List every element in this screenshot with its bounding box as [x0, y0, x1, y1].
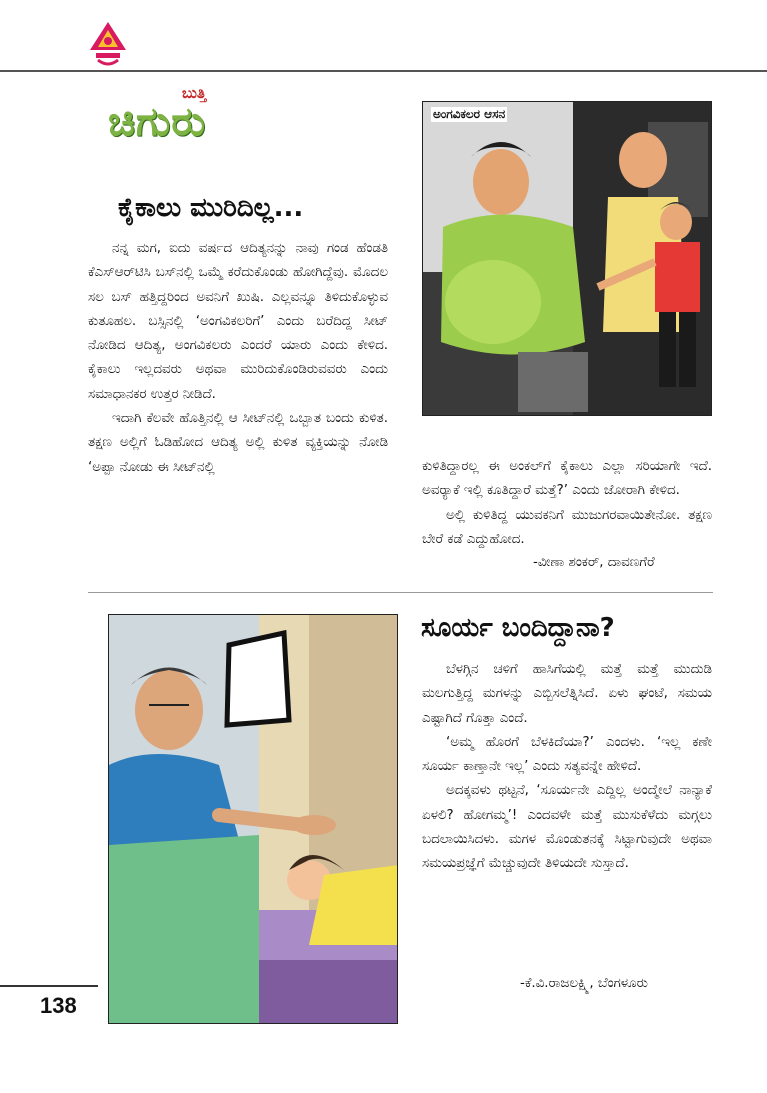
story1-paragraph: ಕುಳಿತಿದ್ದಾರಲ್ಲ ಈ ಅಂಕಲ್‌ಗೆ ಕೈಕಾಲು ಎಲ್ಲಾ ಸರಿಯಾಗೇ ಇದೆ. ಅವರ್‍ಯಾಕೆ ಇಲ್ಲಿ ಕೂತಿದ್ದಾರೆ ಮತ್ತೆ?’ ಎಂದು ಜೋರಾಗಿ ಕೇಳಿದ. [422, 459, 712, 499]
brand-main-title: ಚಿಗುರು [108, 98, 207, 145]
story1-paragraph: ನನ್ನ ಮಗ, ಐದು ವರ್ಷದ ಆದಿತ್ಯನನ್ನು ನಾವು ಗಂಡ ಹೆಂಡತಿ ಕೆಎಸ್‌ಆರ್‌ಟಿಸಿ ಬಸ್‌ನಲ್ಲಿ ಒಮ್ಮೆ ಕರೆದುಕೊಂಡು ಹೋಗಿದ್ದೆವು. ಮೊದಲ ಸಲ ಬಸ್ ಹತ್ತಿದ್ದರಿಂದ ಅವನಿಗೆ ಖುಷಿ. ಎಲ್ಲವನ್ನೂ ತಿಳಿದುಕೊಳ್ಳುವ ಕುತೂಹಲ. ಬಸ್ಸಿನಲ್ಲಿ ‘ಅಂಗವಿಕಲರಿಗೆ’ ಎಂದು ಬರೆದಿದ್ದ ಸೀಟ್ ನೋಡಿದ ಆದಿತ್ಯ, ಅಂಗವಿಕಲರು ಎಂದರೆ ಯಾರು ಎಂದು ಕೇಳಿದ. ಕೈಕಾಲು ಇಲ್ಲದವರು ಅಥವಾ ಮುರಿದುಕೊಂಡಿರುವವರು ಎಂದು ಸಮಾಧಾನಕರ ಉತ್ತರ ನೀಡಿದೆ. [88, 241, 388, 402]
column-brand [108, 84, 278, 150]
header-rule [0, 70, 767, 72]
story2-title: ಸೂರ್ಯ ಬಂದಿದ್ದಾನಾ? [421, 613, 615, 643]
story1-author: -ವೀಣಾ ಶಂಕರ್, ದಾವಣಗೆರೆ [533, 555, 655, 570]
story1-illustration [422, 101, 712, 416]
story2-paragraph: ‘ಅಮ್ಮ ಹೊರಗೆ ಬೆಳಕಿದೆಯಾ?’ ಎಂದಳು. ‘ಇಲ್ಲ ಕಣೇ ಸೂರ್ಯ ಕಾಣ್ತಾನೇ ಇಲ್ಲ’ ಎಂದು ಸತ್ಯವನ್ನೇ ಹೇಳಿದೆ. [422, 734, 712, 775]
bus-seat-illustration [423, 102, 712, 416]
page-number-rule [0, 985, 98, 987]
illustration-caption: ಅಂಗವಿಕಲರ ಆಸನ [433, 107, 506, 121]
lamp-triangle-logo-icon [88, 20, 128, 68]
story1-paragraph: ಅಲ್ಲಿ ಕುಳಿತಿದ್ದ ಯುವಕನಿಗೆ ಮುಜುಗರವಾಯಿತೇನೋ. ತಕ್ಷಣ ಬೇರೆ ಕಡೆ ಎದ್ದುಹೋದ. [422, 507, 712, 547]
brand-small-title: ಬುತ್ತಿ [182, 84, 207, 102]
story1-left-column [88, 237, 388, 480]
story2-paragraph: ಅದಕ್ಕವಳು ಥಟ್ಟನೆ, ‘ಸೂರ್ಯನೇ ಎದ್ದಿಲ್ಲ ಅಂದ್ಮೇಲೆ ನಾನ್ಯಾಕೆ ಏಳಲಿ? ಹೋಗಮ್ಮ’! ಎಂದವಳೇ ಮತ್ತೆ ಮುಸುಕೆಳೆದು ಮಗ್ಗಲು ಬದಲಾಯಿಸಿದಳು. ಮಗಳ ಮೊಂಡುತನಕ್ಕೆ ಸಿಟ್ಟಾಗುವುದೇ ಅಥವಾ ಸಮಯಪ್ರಜ್ಞೆಗೆ ಮೆಚ್ಚುವುದೇ ತಿಳಿಯದೇ ಸುಸ್ತಾದೆ. [422, 783, 712, 872]
story1-paragraph: ಇದಾಗಿ ಕೆಲವೇ ಹೊತ್ತಿನಲ್ಲಿ ಆ ಸೀಟ್‌ನಲ್ಲಿ ಒಬ್ಬಾತ ಬಂದು ಕುಳಿತ. ತಕ್ಷಣ ಅಲ್ಲಿಗೆ ಓಡಿಹೋದ ಆದಿತ್ಯ ಅಲ್ಲಿ ಕುಳಿತ ವ್ಯಕ್ತಿಯನ್ನು ನೋಡಿ ‘ಅಪ್ಪಾ ನೋಡು ಈ ಸೀಟ್‌ನಲ್ಲಿ [88, 411, 388, 475]
story2-author: -ಕೆ.ವಿ.ರಾಜಲಕ್ಷ್ಮಿ, ಬೆಂಗಳೂರು [520, 976, 648, 991]
story1-title: ಕೈಕಾಲು ಮುರಿದಿಲ್ಲ... [118, 193, 304, 223]
mother-daughter-illustration [109, 615, 398, 1024]
page-number: 138 [40, 993, 77, 1018]
story2-illustration [108, 614, 398, 1024]
story-divider [88, 592, 713, 593]
story1-right-column [422, 455, 712, 552]
story2-column [422, 658, 712, 877]
story2-paragraph: ಬೆಳಗ್ಗಿನ ಚಳಿಗೆ ಹಾಸಿಗೆಯಲ್ಲಿ ಮತ್ತೆ ಮತ್ತೆ ಮುದುಡಿ ಮಲಗುತ್ತಿದ್ದ ಮಗಳನ್ನು ಎಬ್ಬಿಸಲೆತ್ನಿಸಿದೆ. ಏಳು ಘಂಟೆ, ಸಮಯ ಎಷ್ಟಾಗಿದೆ ಗೊತ್ತಾ ಎಂದೆ. [422, 662, 712, 726]
